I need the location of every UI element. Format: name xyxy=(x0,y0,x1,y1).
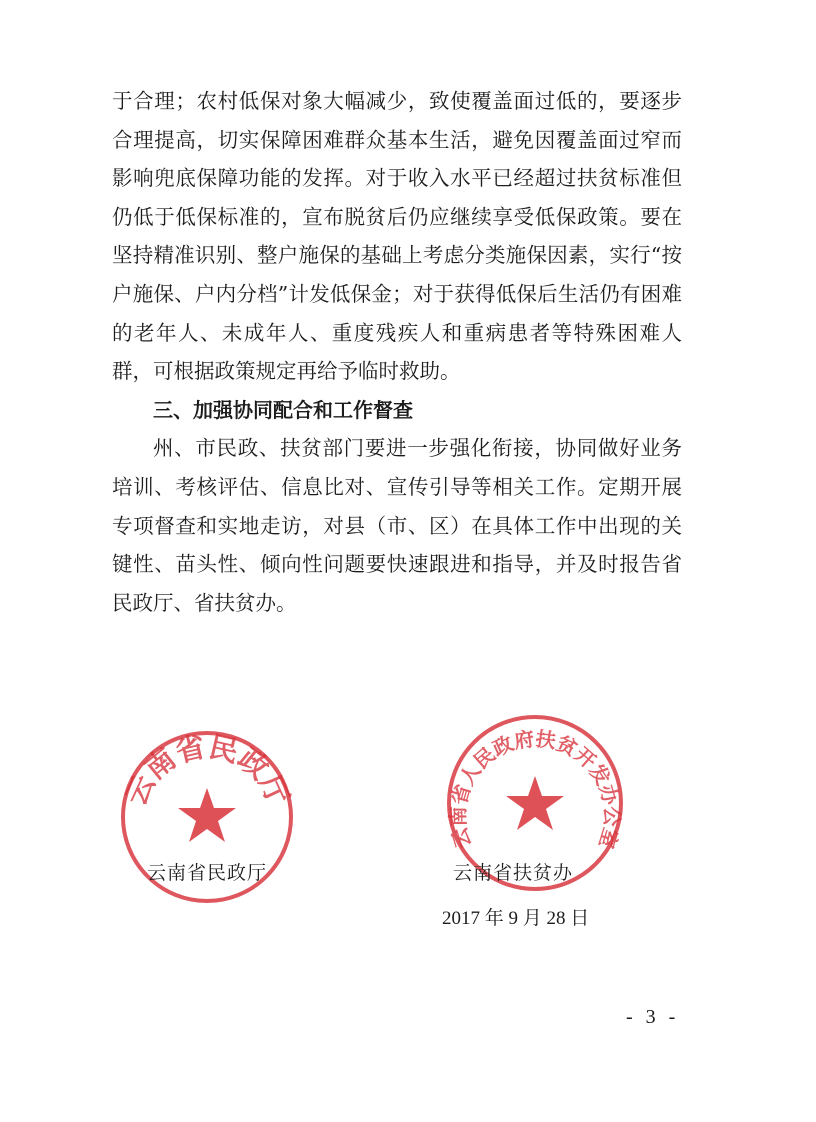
section-heading: 三、加强协同配合和工作督查 xyxy=(153,397,413,422)
paragraph-coordination: 州、市民政、扶贫部门要进一步强化衔接，协同做好业务培训、考核评估、信息比对、宣传引导等相关工作。定期开展专项督查和实地走访，对县（市、区）在具体工作中出现的关键性、苗头性、倾向性问题要快速跟进和指导，并及时报告省民政厅、省扶贫办。 xyxy=(112,436,682,615)
page-number: - 3 - xyxy=(626,1006,680,1028)
document-date: 2017 年 9 月 28 日 xyxy=(442,908,590,929)
paragraph-continued: 于合理；农村低保对象大幅减少，致使覆盖面过低的，要逐步合理提高，切实保障困难群众基本生活，避免因覆盖面过窄而影响兜底保障功能的发挥。对于收入水平已经超过扶贫标准但仍低于低保标准的，宣布脱贫后仍应继续享受低保政策。要在坚持精准识别、整户施保的基础上考虑分类施保因素，实行“按户施保、户内分档”计发低保金；对于获得低保后生活仍有困难的老年人、未成年人、重度残疾人和重病患者等特殊困难人群，可根据政策规定再给予临时救助。 xyxy=(112,89,682,384)
seal-left-text: 云南省民政厅 xyxy=(118,729,296,811)
seal-right-text: 云南省人民政府扶贫开发办公室 xyxy=(445,726,625,852)
document-body xyxy=(112,82,682,622)
signature-poverty-office: 云南省扶贫办 xyxy=(453,862,574,884)
signature-civil-affairs: 云南省民政厅 xyxy=(147,862,268,884)
